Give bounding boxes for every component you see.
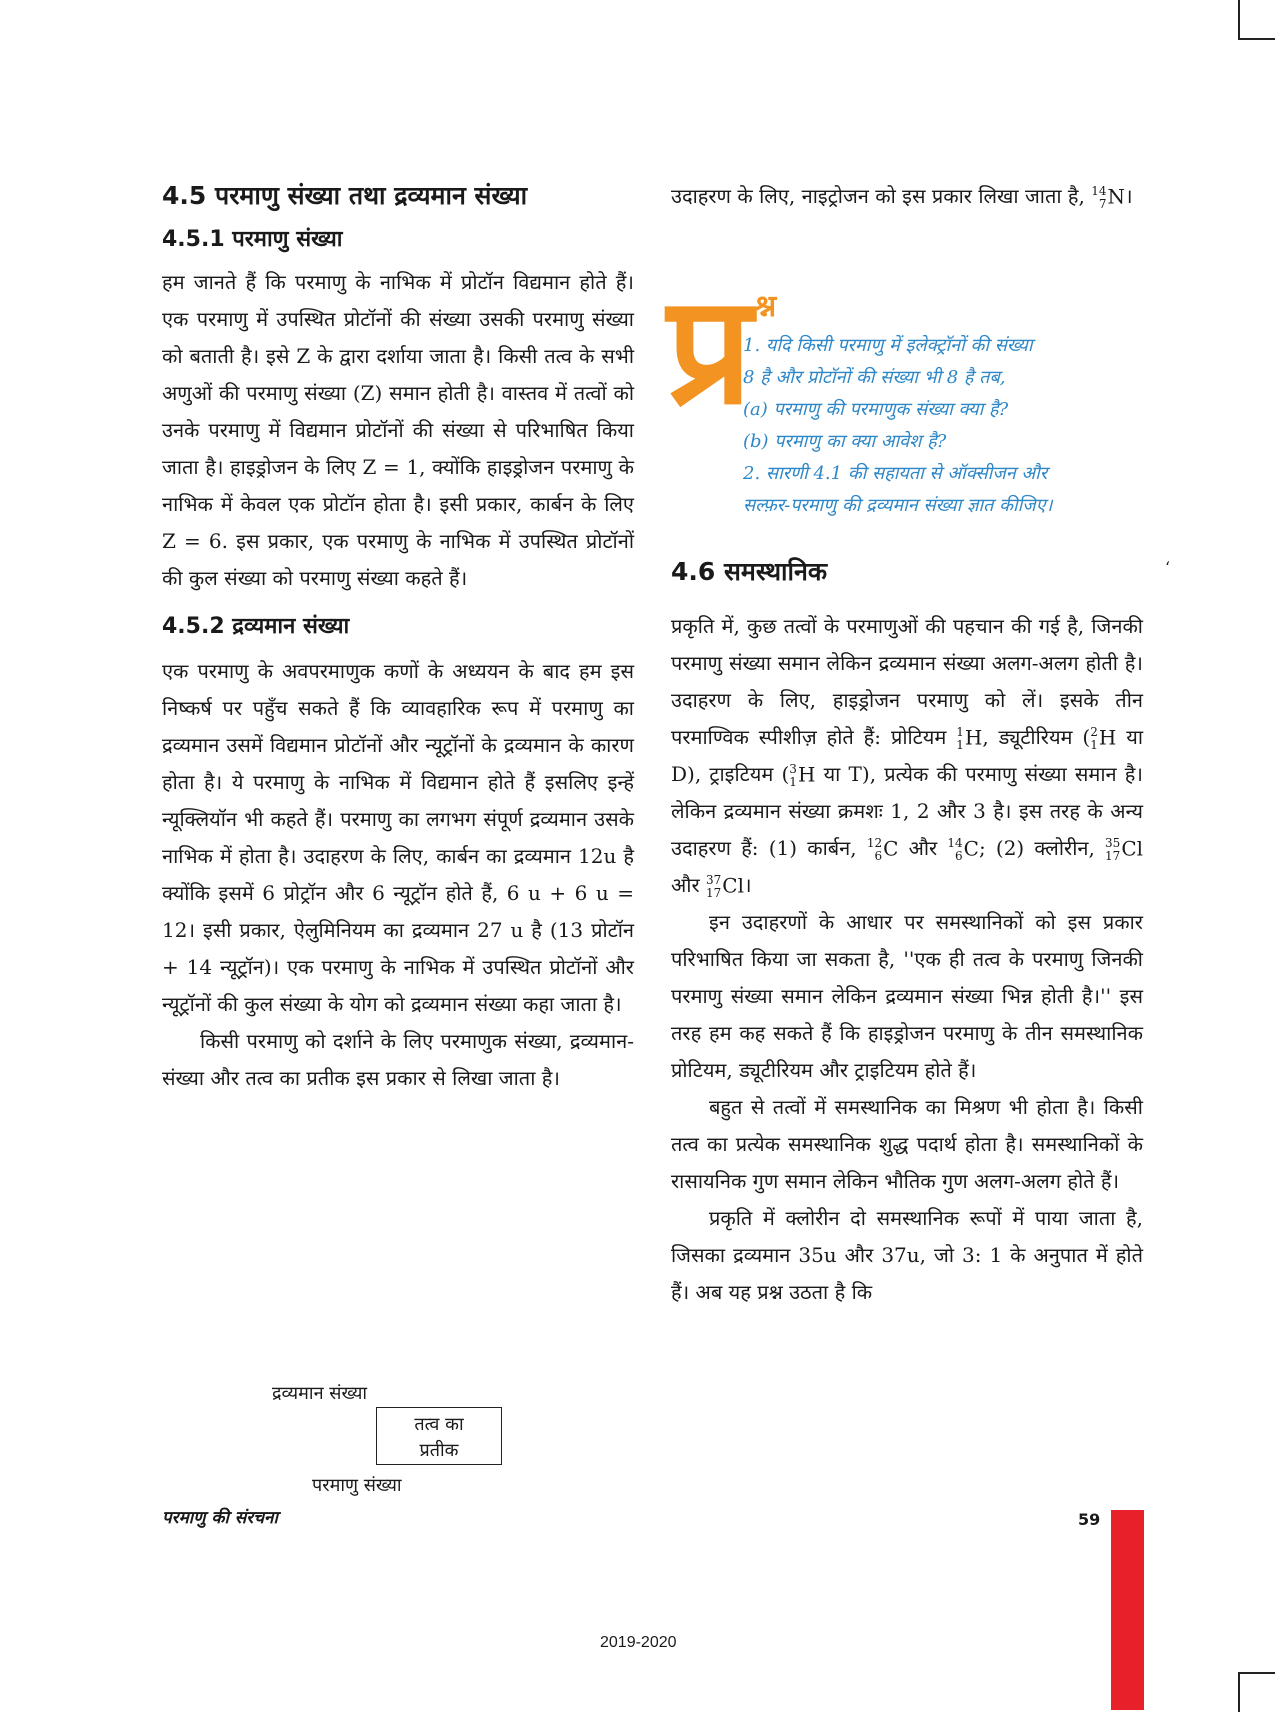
nitrogen-symbol: N — [1107, 184, 1126, 208]
nitrogen-example-paragraph — [671, 178, 1143, 215]
chlorine37-mass: 37 — [706, 872, 722, 887]
element-symbol-box-line1: तत्व का — [414, 1414, 464, 1435]
notation-diagram — [212, 1381, 652, 1501]
isotope-section — [671, 554, 1143, 1311]
chlorine37-atomic: 17 — [706, 885, 722, 900]
academic-year: 2019-2020 — [600, 1634, 677, 1651]
nitrogen-mass: 14 — [1091, 183, 1107, 198]
section-4-5-heading: 4.5 परमाणु संख्या तथा द्रव्यमान संख्या — [162, 181, 528, 210]
question-line: 8 है और प्रोटॉनों की संख्या भी 8 है तब, — [743, 367, 1006, 388]
crop-mark-bottom-right — [1238, 1672, 1275, 1712]
section-4-5-1-heading: 4.5.1 परमाणु संख्या — [162, 227, 343, 252]
isotope-definition-paragraph: इन उदाहरणों के आधार पर समस्थानिकों को इस प्रकार परिभाषित किया जा सकता है, ''एक ही तत्व के परमाणु जिनकी परमाणु संख्या समान लेकिन द्रव्यमान संख्या भिन्न होती है।'' इस तरह हम कह सकते हैं कि हाइड्रोजन परमाणु के तीन समस्थानिक प्रोटियम, ड्यूटीरियम और ट्राइटियम होते हैं। — [671, 910, 1143, 1082]
chlorine35-notation — [1105, 837, 1143, 863]
tritium-symbol: H — [797, 762, 816, 786]
left-column — [162, 178, 634, 1097]
isotope-text-b: , ड्यूटीरियम ( — [982, 725, 1091, 749]
deuterium-notation — [1090, 726, 1116, 752]
page-number: 59 — [1078, 1510, 1101, 1529]
atomic-number-label: परमाणु संख्या — [312, 1475, 402, 1496]
isotope-text-f: ; (2) क्लोरीन, — [978, 836, 1095, 860]
element-symbol-box-line2: प्रतीक — [419, 1440, 459, 1461]
symbol-notation-paragraph: किसी परमाणु को दर्शाने के लिए परमाणुक संख्या, द्रव्यमान-संख्या और तत्व का प्रतीक इस प्रकार से लिखा जाता है। — [162, 1029, 634, 1090]
tritium-mass: 3 — [789, 761, 797, 776]
protium-notation — [956, 726, 982, 752]
mass-number-paragraph: एक परमाणु के अवपरमाणुक कणों के अध्ययन के बाद हम इस निष्कर्ष पर पहुँच सकते हैं कि व्यावहारिक रूप में परमाणु का द्रव्यमान उसमें विद्यमान प्रोटॉनों और न्यूट्रॉनों के द्रव्यमान के कारण होता है। ये परमाणु के नाभिक में विद्यमान होते हैं इसलिए इन्हें न्यूक्लियॉन भी कहते हैं। परमाणु का लगभग संपूर्ण द्रव्यमान उसके नाभिक में होता है। उदाहरण के लिए, कार्बन का द्रव्यमान 12u है क्योंकि इसमें 6 प्रोट्रॉन और 6 न्यूट्रॉन होते हैं, 6 u + 6 u = 12। इसी प्रकार, ऐलुमिनियम का द्रव्यमान 27 u है (13 प्रोटॉन + 14 न्यूट्रॉन)। एक परमाणु के नाभिक में उपस्थित प्रोटॉनों और न्यूट्रॉनों की कुल संख्या के योग को द्रव्यमान संख्या कहा जाता है। — [162, 659, 634, 1016]
question-line: (a) परमाणु की परमाणुक संख्या क्या है? — [743, 399, 1009, 420]
right-column — [671, 178, 1143, 215]
element-symbol-box — [376, 1407, 502, 1465]
chlorine35-atomic: 17 — [1105, 848, 1121, 863]
carbon14-mass: 14 — [947, 835, 963, 850]
carbon12-symbol: C — [883, 836, 899, 860]
questions-list — [743, 330, 1143, 522]
tritium-notation — [789, 763, 815, 789]
question-line: 2. सारणी 4.1 की सहायता से ऑक्सीजन और — [743, 463, 1048, 484]
isotope-text-h: । — [743, 873, 752, 897]
section-4-5-2-heading: 4.5.2 द्रव्यमान संख्या — [162, 614, 350, 639]
carbon14-notation — [947, 837, 979, 863]
nitrogen-end: । — [1125, 184, 1133, 208]
question-line: (b) परमाणु का क्या आवेश है? — [743, 431, 947, 452]
isotope-text-g: और — [671, 873, 700, 897]
protium-symbol: H — [964, 725, 983, 749]
chapter-title-footer: परमाणु की संरचना — [162, 1508, 278, 1528]
chlorine37-notation — [706, 874, 744, 900]
carbon14-symbol: C — [963, 836, 979, 860]
isotope-text-a: प्रकृति में, कुछ तत्वों के परमाणुओं की पहचान की गई है, जिनकी परमाणु संख्या समान लेकिन द्रव्यमान संख्या अलग-अलग होती है। उदाहरण के लिए, हाइड्रोजन परमाणु को लें। इसके तीन परमाण्विक स्पीशीज़ होते हैं: प्रोटियम — [671, 614, 1143, 749]
protium-atomic: 1 — [956, 737, 964, 752]
tritium-atomic: 1 — [789, 774, 797, 789]
protium-mass: 1 — [956, 724, 964, 739]
nitrogen-example-text: उदाहरण के लिए, नाइट्रोजन को इस प्रकार लिखा जाता है, — [671, 184, 1085, 208]
page-edge-bar — [1111, 1510, 1144, 1710]
deuterium-mass: 2 — [1090, 724, 1098, 739]
carbon12-notation — [867, 837, 899, 863]
chlorine35-symbol: Cl — [1121, 836, 1144, 860]
stray-mark: ‘ — [1165, 558, 1171, 577]
carbon12-mass: 12 — [866, 835, 883, 850]
atomic-number-paragraph: हम जानते हैं कि परमाणु के नाभिक में प्रोटॉन विद्यमान होते हैं। एक परमाणु में उपस्थित प्रोटॉनों की संख्या उसकी परमाणु संख्या को बताती है। इसे Z के द्वारा दर्शाया जाता है। किसी तत्व के सभी अणुओं की परमाणु संख्या (Z) समान होती है। वास्तव में तत्वों को उनके परमाणु में विद्यमान प्रोटॉनों की संख्या से परिभाषित किया जाता है। हाइड्रोजन के लिए Z = 1, क्योंकि हाइड्रोजन परमाणु के नाभिक में केवल एक प्रोटॉन होता है। इसी प्रकार, कार्बन के लिए Z = 6. इस प्रकार, एक परमाणु के नाभिक में उपस्थित प्रोटॉनों की कुल संख्या को परमाणु संख्या कहते हैं। — [162, 270, 634, 590]
deuterium-symbol: H — [1098, 725, 1117, 749]
crop-mark-top-right — [1238, 0, 1275, 40]
deuterium-atomic: 1 — [1090, 737, 1098, 752]
mass-number-label: द्रव्यमान संख्या — [272, 1383, 368, 1404]
carbon12-atomic: 6 — [874, 848, 883, 863]
isotope-text-e: और — [898, 836, 938, 860]
question-line: 1. यदि किसी परमाणु में इलेक्ट्रॉनों की संख्या — [743, 335, 1033, 356]
nitrogen-notation — [1091, 185, 1125, 211]
chlorine35-mass: 35 — [1105, 835, 1121, 850]
chlorine-isotope-paragraph: प्रकृति में क्लोरीन दो समस्थानिक रूपों में पाया जाता है, जिसका द्रव्यमान 35u और 37u, जो 3: 1 के अनुपात में होते हैं। अब यह प्रश्न उठता है कि — [671, 1206, 1143, 1304]
section-4-6-heading: 4.6 समस्थानिक — [671, 557, 828, 586]
isotope-mixture-paragraph: बहुत से तत्वों में समस्थानिक का मिश्रण भी होता है। किसी तत्व का प्रत्येक समस्थानिक शुद्ध पदार्थ होता है। समस्थानिकों के रासायनिक गुण समान लेकिन भौतिक गुण अलग-अलग होते हैं। — [671, 1095, 1143, 1193]
nitrogen-atomic: 7 — [1098, 196, 1107, 211]
carbon14-atomic: 6 — [955, 848, 963, 863]
questions-small-letter: श्न — [755, 289, 777, 324]
chlorine37-symbol: Cl — [722, 873, 744, 897]
isotope-intro-paragraph — [671, 608, 1143, 904]
questions-box — [667, 264, 1143, 534]
isotope-text-d: या T), प्रत्येक की परमाणु संख्या समान है। लेकिन द्रव्यमान संख्या क्रमशः 1, 2 और 3 है। इस तरह के अन्य उदाहरण हैं: (1) कार्बन, — [671, 762, 1143, 860]
questions-big-letter: प्र — [667, 264, 753, 438]
isotope-text-c: या D), ट्राइटियम ( — [671, 725, 1143, 786]
question-line: सल्फ़र-परमाणु की द्रव्यमान संख्या ज्ञात कीजिए। — [743, 495, 1053, 516]
